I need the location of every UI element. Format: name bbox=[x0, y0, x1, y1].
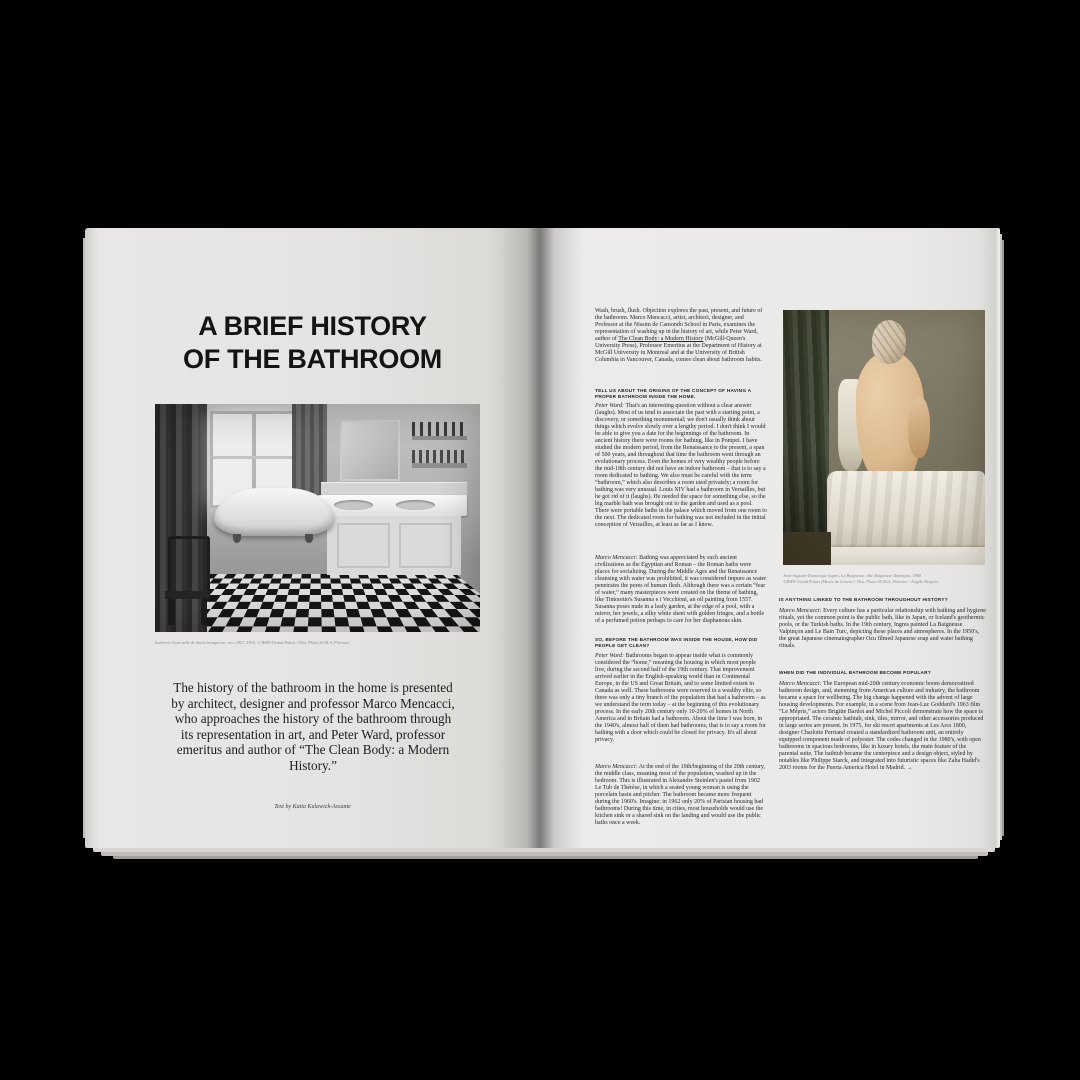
speaker-name: Marco Mencacci: bbox=[779, 608, 822, 614]
interview-answer bbox=[779, 681, 986, 772]
article-title bbox=[85, 310, 540, 376]
ingres-bather-painting bbox=[783, 310, 985, 565]
answer-text: The European mid-20th century economic boom democratized bathroom design, and, stemming from American culture and industry, the bathroom became a space for wellbeing. The big change happened with the advent of large housing developments. For example, in a scene from Jean-Luc Goddard's 1963 film “Le Mépris,” actors Brigitte Bardot and Michel Piccoli demonstrate how the space is appropriated. The ceramic bathtub, sink, tiles, mirror, and other accessories produced in large series are present. In 1975, for ski resort apartments at Les Arcs 1800, designer Charlotte Perriand created a standardized bathroom unit, an entirely equipped component made of polyester. The codes changed in the 1980's, with open bathrooms in spacious bedrooms, like in luxury hotels, the main feature of the parental suite. The bathtub became the centerpiece and a design object, styled by notables like Philippe Starck, and integrated into futuristic spaces like Zaha Hadid's 2003 rooms for the Puerta America Hotel in Madrid. → bbox=[779, 681, 984, 771]
right-page-edge bbox=[1002, 240, 1004, 836]
answer-text: Bathrooms began to appear inside what is commonly considered the “home,” meaning the housing in which most people live, during the second half of the 19th century. That improvement arrived earlier in the English-speaking world than in Continental Europe, in the US and Great Britain, and to some limited extent in Canada as well. These bathrooms were reserved to a wealthy elite, so there was only a tiny branch of the population that had a bathroom – as we understand the term today – at the beginning of this evolutionary process. In the early 20th century only 10-20% of homes in North America and in Britain had a bathroom. About the time I was born, in the 1940's, almost half of them had bathrooms, that is to say a room for bathing with a door which could be closed for privacy. It's all about privacy. bbox=[595, 653, 767, 743]
painting-vignette bbox=[783, 310, 985, 565]
interview-question: IS ANYTHING LINKED TO THE BATHROOM THROUGHOUT HISTORY? bbox=[779, 597, 948, 602]
interview-question: SO, BEFORE THE BATHROOM WAS INSIDE THE HOUSE, HOW DID PEOPLE GET CLEAN? bbox=[595, 637, 758, 649]
interview-answer bbox=[595, 653, 767, 744]
answer-text: At the end of the 19th/beginning of the 20th century, the middle class, meaning most of the population, washed up in the bedroom. This is illustrated in Alexandre Steinlen's pastel from 1902 Le Tub de Thérèse, in which a seated young woman is using the porcelain basin and pitcher. The bathroom became more frequent during the 1960's. Imagine: in 1962 only 20% of Parisian housing had bathrooms! During this time, in cities, most households would use the kitchen sink or a shared sink on the landing and would use the public baths once a week. bbox=[595, 764, 766, 826]
article-title-line1: A BRIEF HISTORY bbox=[198, 311, 427, 341]
painting-caption-line2: ©RMN-Grand Palais (Musée du Louvre) / Dist. Photo SCALA, Florence / Angèle Dequier bbox=[783, 578, 939, 584]
lede-paragraph bbox=[595, 308, 767, 364]
magazine-spread bbox=[85, 228, 1000, 864]
answer-text: Bathing was appreciated by such ancient civilizations as the Egyptian and Roman – the Roman baths were places for socializing. During the Middle Ages and the Renaissance cleansing with water was prohibited, it was considered impure as water penetrates the pores of human flesh. Although there was a certain “fear of water,” many masterpieces were created on the theme of bathing, like Tintoretto's Susanna e i Vecchioni, an oil painting from 1557. Susanna poses nude in a leafy garden, at the edge of a pool, with a mirror, her jewels, a silky white sheet with golden fringes, and a bottle of a perfumed potion perhaps to care for her diaphanous skin. bbox=[595, 555, 767, 624]
photo-caption: Intérieur d'une salle de bains bourgeoise, vers 1927–1932. © RMN-Grand Palais / Dist. Photo SCALA, Florence bbox=[155, 640, 350, 646]
right-page bbox=[540, 228, 1000, 848]
painting-caption-line1: Jean-Auguste-Dominique Ingres, La Baigneuse, dite Baigneuse Valpinçon, 1808. bbox=[783, 573, 923, 579]
speaker-name: Marco Mencacci: bbox=[779, 681, 822, 687]
interview-question: WHEN DID THE INDIVIDUAL BATHROOM BECOME POPULAR? bbox=[779, 670, 931, 675]
interview-answer bbox=[595, 403, 767, 529]
page-stack-edge bbox=[113, 856, 978, 859]
lede-post: (McGill-Queen's University Press), Professor Emeritus at the Department of History at McGill University in Montreal and at the University of British Columbia in Vancouver, Canada, comes clean about bathroom habits. bbox=[595, 336, 762, 363]
interview-answer bbox=[595, 764, 767, 827]
lede-pre: Wash, brush, flush. Objection explores the past, present, and future of the bathroom. Marco Mencacci, artist, architect, designer, and Professor at the Nissim de Camondo School in Paris, examines the representation of washing up in the history of art, while Peter Ward, author of bbox=[595, 308, 763, 342]
speaker-name: Peter Ward: bbox=[595, 403, 625, 409]
article-title-line2: OF THE BATHROOM bbox=[183, 344, 442, 374]
answer-text: That's an interesting question without a clear answer (laughs). Most of us tend to associate the past with a starting point, a discovery, or something monumental; we don't usually think about things which evolve slowly over a lengthy period. I don't think I would be able to give you a date for the beginnings of the bathroom. In ancient history there were rooms for bathing, like in Pompei. I have studied the modern period, from the Renaissance to the present, a span of 500 years, and throughout that time the bathroom went through an evolutionary process. Even the homes of very wealthy people before the mid-18th century did not have an indoor bathroom – that is to say a room dedicated to bathing. We also must be careful with the term “bathroom,” which also describes a room used privately; a room for bathing was very unusual. Louis XIV had a bathroom in Versailles, but he got rid of it (laughs). He needed the space for something else, so the big marble bath was brought out to the garden and used as a pool. There were portable baths in the palace which moved from one room to the next. The dedicated room for bathing was not included in the initial conception of Versailles, at least as far as I know. bbox=[595, 403, 767, 528]
answer-text: Every culture has a particular relationship with bathing and hygiene rituals, yet the common point is the public bath, like in Japan, or Iceland's geothermic pools, or the Turkish baths. In the 19th century, Ingres painted La Baigneuse Valpinçon and Le Bain Turc, depicting these places and atmospheres. In the 1950's, the great Japanese cinematographer Ozu filmed Japanese soap and water bathing rituals. bbox=[779, 608, 986, 649]
byline: Text by Katia Kulawick-Assante bbox=[274, 804, 351, 810]
speaker-name: Peter Ward: bbox=[595, 653, 625, 659]
painting-caption bbox=[783, 573, 985, 584]
interview-answer bbox=[595, 555, 767, 625]
bathroom-photo bbox=[155, 404, 480, 632]
speaker-name: Marco Mencacci: bbox=[595, 555, 638, 561]
left-page bbox=[85, 228, 540, 848]
book-title-underlined: The Clean Body: a Modern History bbox=[618, 336, 704, 342]
interview-answer bbox=[779, 608, 986, 650]
intro-paragraph: The history of the bathroom in the home is presented by architect, designer and professor Marco Mencacci, who approaches the history of the bathroom through its representation in art, and Peter Ward, professor emeritus and author of “The Clean Body: a Modern History.” bbox=[171, 680, 455, 773]
interview-question: TELL US ABOUT THE ORIGINS OF THE CONCEPT OF HAVING A PROPER BATHROOM INSIDE THE HOME. bbox=[595, 388, 752, 400]
speaker-name: Marco Mencacci: bbox=[595, 764, 638, 770]
photo-vignette bbox=[155, 404, 480, 632]
